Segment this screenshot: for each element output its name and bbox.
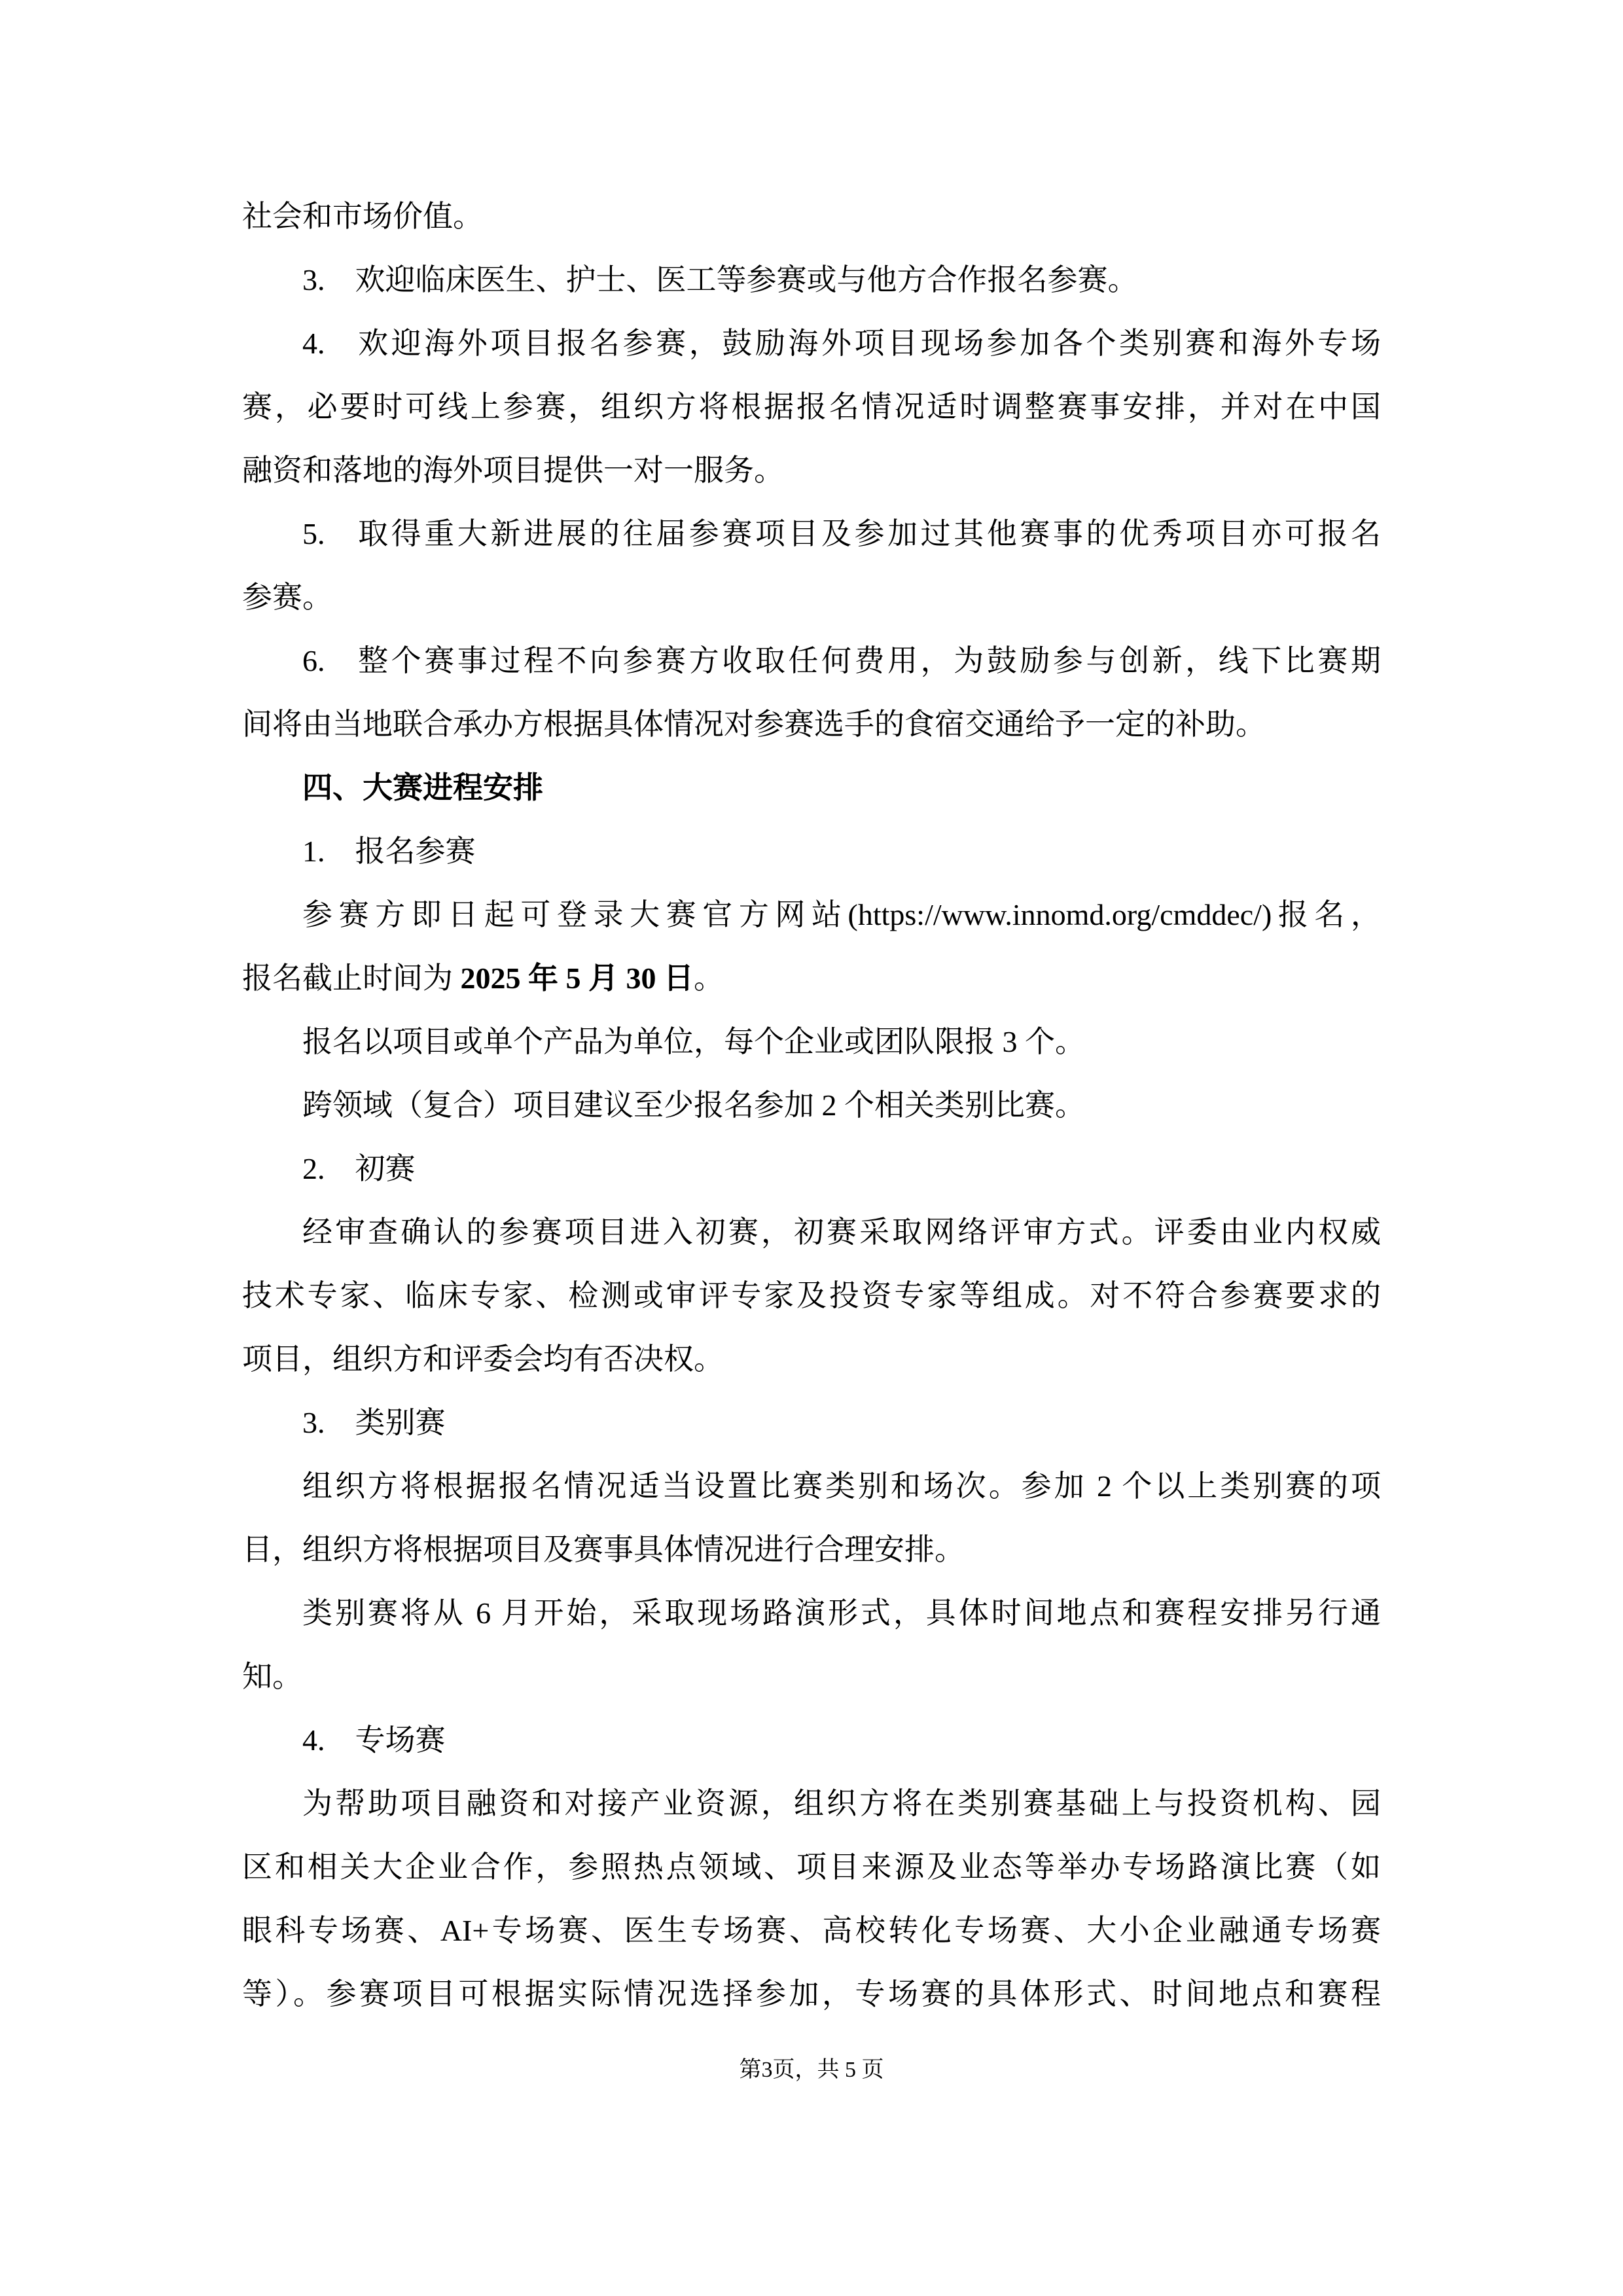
text-line: 跨领域（复合）项目建议至少报名参加 2 个相关类别比赛。 xyxy=(302,1088,1085,1122)
text-line xyxy=(242,946,1381,1010)
text-line: 5. 取得重大新进展的往届参赛项目及参加过其他赛事的优秀项目亦可报名 xyxy=(302,517,1381,550)
text-line: 参赛方即日起可登录大赛官方网站(https://www.innomd.org/cmddec/)报名， xyxy=(302,898,1381,931)
text-line: 类别赛将从 6 月开始，采取现场路演形式，具体时间地点和赛程安排另行通 xyxy=(302,1596,1381,1630)
text-line: 3. 欢迎临床医生、护士、医工等参赛或与他方合作报名参赛。 xyxy=(302,263,1138,296)
text-line: 2. 初赛 xyxy=(302,1152,416,1185)
text-line: 1. 报名参赛 xyxy=(302,834,476,868)
text-line: 融资和落地的海外项目提供一对一服务。 xyxy=(242,454,784,487)
text-line: 项目，组织方和评委会均有否决权。 xyxy=(242,1342,724,1376)
text-line: 3. 类别赛 xyxy=(302,1406,446,1439)
text-run: 报名截止时间为 xyxy=(242,961,461,995)
text-line: 为帮助项目融资和对接产业资源，组织方将在类别赛基础上与投资机构、园 xyxy=(302,1787,1381,1820)
text-run: 。 xyxy=(694,961,724,995)
text-line: 社会和市场价值。 xyxy=(242,200,483,233)
text-line: 报名以项目或单个产品为单位，每个企业或团队限报 3 个。 xyxy=(302,1025,1085,1058)
text-line: 眼科专场赛、AI+专场赛、医生专场赛、高校转化专场赛、大小企业融通专场赛 xyxy=(242,1914,1381,1947)
section-heading: 四、大赛进程安排 xyxy=(302,770,543,804)
text-line: 4. 欢迎海外项目报名参赛，鼓励海外项目现场参加各个类别赛和海外专场 xyxy=(302,327,1381,360)
text-line: 技术专家、临床专家、检测或审评专家及投资专家等组成。对不符合参赛要求的 xyxy=(242,1279,1381,1312)
bold-text-run: 2025 年 5 月 30 日 xyxy=(460,961,694,995)
text-line: 间将由当地联合承办方根据具体情况对参赛选手的食宿交通给予一定的补助。 xyxy=(242,708,1266,741)
text-line: 等）。参赛项目可根据实际情况选择参加，专场赛的具体形式、时间地点和赛程 xyxy=(242,1977,1381,2011)
text-line: 知。 xyxy=(242,1660,302,1693)
text-line: 经审查确认的参赛项目进入初赛，初赛采取网络评审方式。评委由业内权威 xyxy=(302,1215,1381,1249)
text-line: 6. 整个赛事过程不向参赛方收取任何费用，为鼓励参与创新，线下比赛期 xyxy=(302,644,1381,677)
text-line: 4. 专场赛 xyxy=(302,1723,446,1757)
text-line: 区和相关大企业合作，参照热点领域、项目来源及业态等举办专场路演比赛（如 xyxy=(242,1850,1381,1884)
page-footer: 第3页，共 5 页 xyxy=(739,2058,884,2082)
text-line: 赛，必要时可线上参赛，组织方将根据报名情况适时调整赛事安排，并对在中国 xyxy=(242,390,1381,423)
text-line: 参赛。 xyxy=(242,581,332,614)
text-line: 组织方将根据报名情况适当设置比赛类别和场次。参加 2 个以上类别赛的项 xyxy=(302,1469,1381,1503)
text-line: 目，组织方将根据项目及赛事具体情况进行合理安排。 xyxy=(242,1533,965,1566)
document-body xyxy=(242,185,1381,2026)
